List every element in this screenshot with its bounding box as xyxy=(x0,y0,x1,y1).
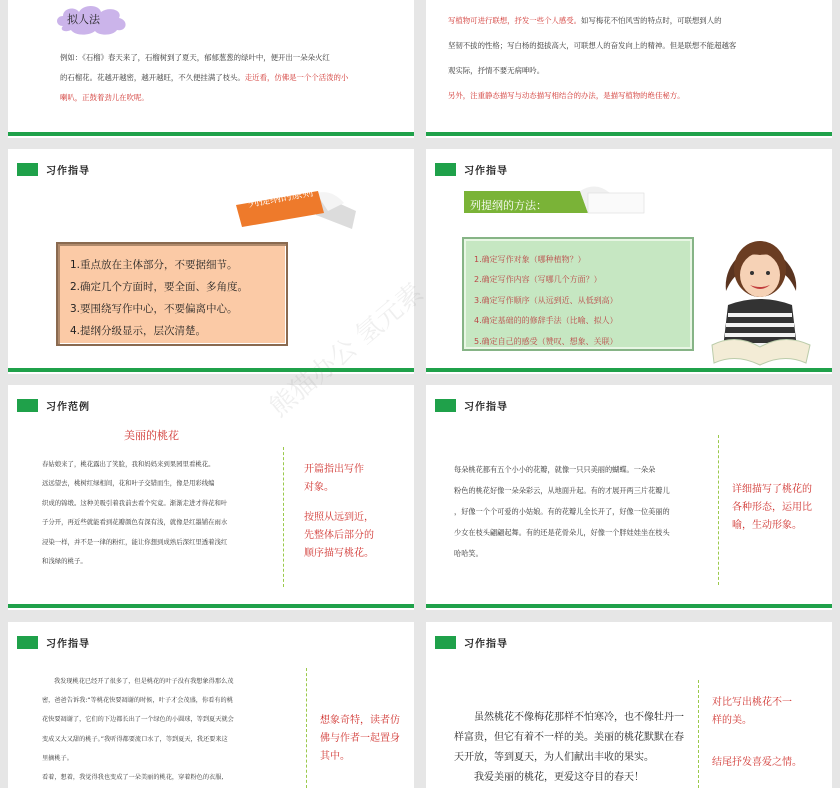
method-item: 2.确定写作内容（写哪几个方面？） xyxy=(474,275,602,285)
essay-title: 美丽的桃花 xyxy=(124,429,179,442)
line-3: 观实际，抒情不要无病呻吟。 xyxy=(448,66,545,75)
slide7-body: 我发现桃花已经开了很多了，但是桃花的叶子没有我想象得那么茂 密，爸爸告诉我:“等桃花快要凋谢的时候，叶子才会茂盛，你看有的桃 花快要凋谢了，它们的下边都长出了一个绿色的小圆球，等到夏天就会 变成又大又甜的桃子。”我听得都要流口水了，等到夏天，我还要来这 里摘桃子。 看着，想着，我觉得我也变成了一朵美丽的桃花，穿着粉色的衣服, xyxy=(42,678,234,782)
line-2: 坚韧不拔的性格；写白杨的挺拔高大，可联想人的奋发向上的精神。但是联想不能超越客 xyxy=(448,41,737,50)
line-3: 喇叭，正鼓着劲儿在吹呢。 xyxy=(60,93,149,102)
slide8-notes: 对比写出桃花不一 样的美。 结尾抒发喜爱之情。 xyxy=(712,697,802,768)
method-item: 5.确定自己的感受（赞叹、想象、关联） xyxy=(474,336,618,346)
slide-header: 习作指导 xyxy=(17,635,90,649)
slide-header: 习作指导 xyxy=(435,635,508,649)
slide-8 xyxy=(426,622,832,788)
bottom-bar xyxy=(426,368,832,372)
slide-1 xyxy=(8,0,414,138)
principle-box xyxy=(56,242,288,346)
ribbon-label: 列提纲的方法： xyxy=(470,199,547,212)
bottom-bar xyxy=(8,604,414,608)
slide-2 xyxy=(426,0,832,138)
line-2: 的石榴花。花越开越密，越开越旺，不久便挂满了枝头。走近看，仿佛是一个个活泼的小 xyxy=(60,73,349,82)
slide6-body: 每朵桃花都有五个小小的花瓣，就像一只只美丽的蝴蝶。一朵朵 粉色的桃花好像一朵朵彩云，从地面升起。有的才展开两三片花瓣儿 ，好像一个个可爱的小姑娘。有的花瓣儿全长开了，好像一位美丽的 少女在枝头翩翩起舞。有的还是花骨朵儿，好像一个胖娃娃坐在枝头 哈哈笑。 xyxy=(454,465,670,558)
principle-item: 3.要围绕写作中心，不要偏离中心。 xyxy=(70,303,238,315)
principle-item: 4.提纲分级显示，层次清楚。 xyxy=(70,325,207,337)
slide1-body xyxy=(60,48,410,108)
slide-3 xyxy=(8,149,414,374)
dashed-divider xyxy=(283,447,284,587)
watermark: 熊猫办公 xyxy=(264,333,364,424)
slide-header: 习作指导 xyxy=(435,162,508,176)
slide-5 xyxy=(8,385,414,610)
slide5-notes: 开篇指出写作 对象。 按照从远到近， 先整体后部分的 顺序描写桃花。 xyxy=(304,464,374,559)
method-item: 1.确定写作对象（哪种植物？） xyxy=(474,255,586,264)
slide-header: 习作范例 xyxy=(17,398,90,412)
slide-header: 习作指导 xyxy=(435,398,508,412)
slide-7 xyxy=(8,622,414,788)
slide2-body xyxy=(448,8,828,108)
bottom-bar xyxy=(426,604,832,608)
slide6-notes: 详细描写了桃花的 各种形态，运用比 喻，生动形象。 xyxy=(732,484,812,531)
dashed-divider xyxy=(306,668,307,788)
dashed-divider xyxy=(698,680,699,788)
slide7-notes: 想象奇特，读者仿 佛与作者一起置身 其中。 xyxy=(320,715,400,762)
method-box xyxy=(462,237,694,351)
slide8-body: 虽然桃花不像梅花那样不怕寒冷，也不像牡丹一 样富贵，但它有着不一样的美。美丽的桃花默默在春 天开放，等到夏天，为人们献出丰收的果实。 我爱美丽的桃花，更爱这夺目的春天！ xyxy=(454,712,684,783)
method-item: 3.确定写作顺序（从远到近、从低到高） xyxy=(474,295,618,305)
girl-reading-illustration xyxy=(706,233,814,369)
line-1: 写植物可进行联想，抒发一些个人感受。如写梅花不怕风雪的特点时，可联想到人的 xyxy=(448,16,722,25)
bottom-bar xyxy=(426,132,832,136)
slide-6 xyxy=(426,385,832,610)
slide-header: 习作指导 xyxy=(17,162,90,176)
slide5-body: 春姑娘来了，桃花露出了笑脸，我和妈妈来到果园里看桃花。 远远望去，桃树红绿相间，花和叶子交错而生，像是用彩线编 织成的锦缎。这种美吸引着我前去看个究竟。渐渐走进才得花和叶 子分开，再近些就能看到花瓣颜色有深有浅，就像是红墨铺在雨水 浸染一样，并不是一律的粉红，能让你想到成熟后深红里透着浅红 和浅绿的桃子。 xyxy=(42,460,228,566)
bottom-bar xyxy=(8,132,414,136)
dashed-divider xyxy=(718,435,719,585)
principle-item: 2.确定几个方面时，要全面、多角度。 xyxy=(70,281,249,293)
principle-item: 1.重点放在主体部分，不要据细节。 xyxy=(70,259,238,271)
bottom-bar xyxy=(8,368,414,372)
tag-label: 拟人法 xyxy=(67,13,100,26)
ribbon-label: 列提纲的原则 xyxy=(246,185,315,210)
method-item: 4.确定基础的的修辞手法（比喻、拟人） xyxy=(474,316,618,326)
line-1: 例如：《石榴》春天来了，石榴树到了夏天，郁郁葱葱的绿叶中，便开出一朵朵火红 xyxy=(60,53,330,62)
slide-4 xyxy=(426,149,832,374)
line-4: 另外，注重静态描写与动态描写相结合的办法，是描写植物的绝佳秘方。 xyxy=(448,91,685,100)
